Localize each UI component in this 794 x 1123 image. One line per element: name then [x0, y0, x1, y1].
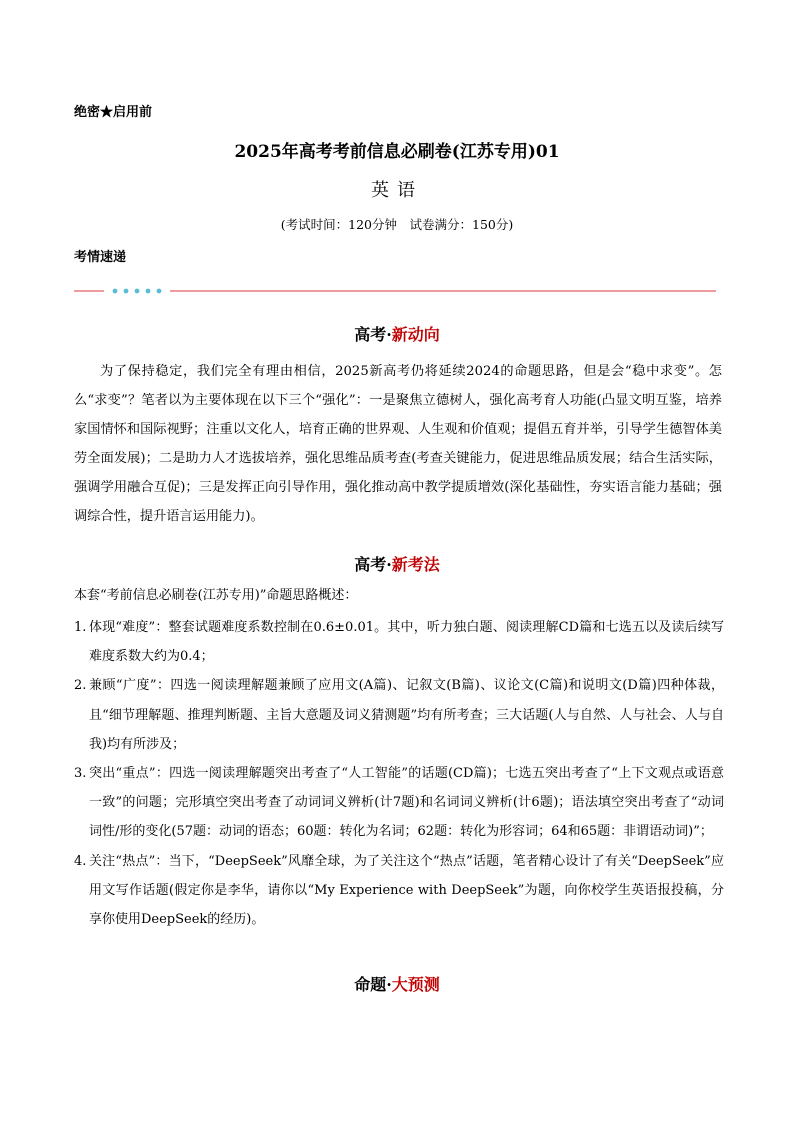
heading-accent: 大预测	[391, 975, 440, 994]
heading-accent: 新考法	[391, 555, 440, 574]
heading-prefix: 命题·	[354, 975, 392, 994]
divider-dot	[135, 289, 140, 294]
section-heading-prediction	[0, 972, 794, 995]
secret-mark: 绝密★启用前	[74, 105, 153, 120]
list-item	[74, 671, 724, 759]
list-item	[74, 613, 724, 671]
divider-dot	[124, 289, 129, 294]
divider-dot	[113, 289, 118, 294]
divider-dot	[157, 289, 162, 294]
decorative-divider	[74, 284, 716, 298]
section-heading-new-trend	[0, 322, 794, 345]
heading-accent: 新动向	[391, 325, 440, 344]
list-item-text: 兼顾“广度”：四选一阅读理解题兼顾了应用文(A篇)、记叙文(B篇)、议论文(C篇)和说明文(D篇)四种体裁，且“细节理解题、推理判断题、主旨大意题及词义猜测题”均有所考查；三大话题(人与自然、人与社会、人与自我)均有所涉及；	[89, 678, 724, 752]
divider-dot	[146, 289, 151, 294]
list-item	[74, 759, 724, 847]
list-item-number: 1.	[74, 620, 87, 635]
list-item-number: 3.	[74, 766, 87, 782]
list-item-number: 4.	[74, 853, 87, 869]
list-item-text: 体现“难度”：整套试题难度系数控制在0.6±0.01。其中，听力独白题、阅读理解CD篇和七选五以及读后续写难度系数大约为0.4；	[89, 620, 724, 665]
list-item-text: 关注“热点”：当下，“DeepSeek”风靡全球，为了关注这个“热点”话题，笔者精心设计了有关“DeepSeek”应用文写作话题(假定你是李华，请你以“My Experience with DeepSeek”为题，向你校学生英语报投稿，分享你使用DeepSeek的经历)。	[89, 853, 724, 928]
subject-title: 英语	[371, 180, 423, 201]
heading-prefix: 高考·	[354, 555, 392, 574]
heading-prefix: 高考·	[354, 325, 392, 344]
list-item-text: 突出“重点”：四选一阅读理解题突出考查了“人工智能”的话题(CD篇)；七选五突出考查了“上下文观点或语意一致”的问题；完形填空突出考查了动词词义辨析(计7题)和名词词义辨析(计6题)；语法填空突出考查了“动词词性/形的变化(57题：动词的语态；60题：转化为名词；62题：转化为形容词；64和65题：非谓语动词)”；	[89, 766, 724, 840]
method-list	[74, 613, 724, 934]
method-intro: 本套“考前信息必刷卷(江苏专用)”命题思路概述：	[74, 588, 358, 603]
section-heading-new-method	[0, 552, 794, 575]
trend-paragraph: 为了保持稳定，我们完全有理由相信，2025新高考仍将延续2024的命题思路，但是会“稳中求变”。怎么“求变”？笔者以为主要体现在以下三个“强化”：一是聚焦立德树人，强化高考育人功能(凸显文明互鉴，培养家国情怀和国际视野；注重以文化人，培育正确的世界观、人生观和价值观；提倡五育并举，引导学生德智体美劳全面发展)；二是助力人才选拔培养，强化思维品质考查(考查关键能力，促进思维品质发展；结合生活实际，强调学用融合互促)；三是发挥正向引导作用，强化推动高中教学提质增效(深化基础性，夯实语言能力基础；强调综合性，提升语言运用能力)。	[74, 364, 722, 524]
list-item	[74, 847, 724, 935]
paper-title: 2025年高考考前信息必刷卷(江苏专用)01	[234, 142, 560, 162]
section-label: 考情速递	[74, 250, 127, 265]
list-item-number: 2.	[74, 678, 87, 694]
exam-info: (考试时间：120分钟 试卷满分：150分)	[280, 217, 514, 232]
